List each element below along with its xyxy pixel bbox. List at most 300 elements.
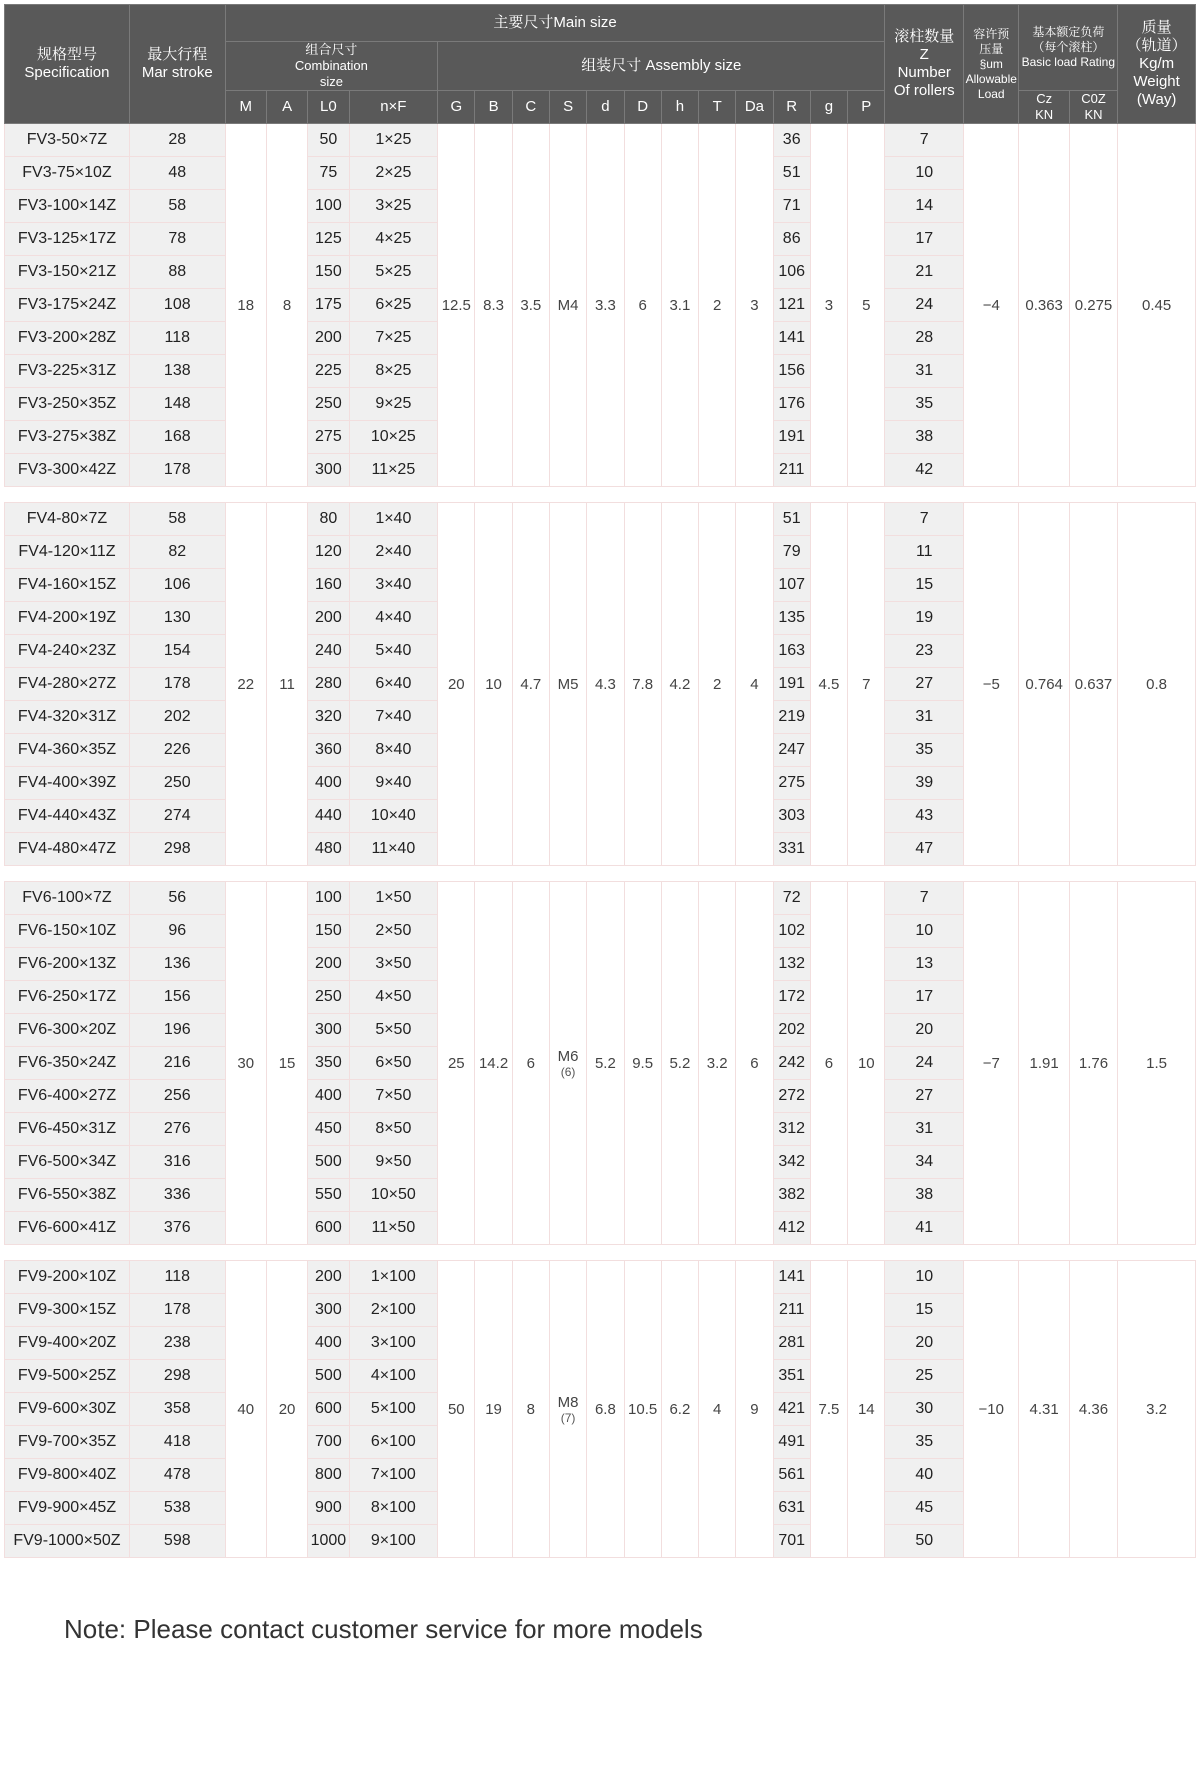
stroke-cell: 178 xyxy=(129,668,225,701)
col-header-assembly-1: B xyxy=(475,91,512,124)
model-cell: FV9-300×15Z xyxy=(5,1294,130,1327)
s-cell xyxy=(549,124,586,487)
h-cell: 6.2 xyxy=(661,1261,698,1558)
t-cell: 2 xyxy=(699,503,736,866)
nxf-cell: 7×25 xyxy=(349,322,438,355)
c0z-cell: 0.637 xyxy=(1069,503,1117,866)
rollers-cell: 35 xyxy=(885,734,964,767)
r-cell: 106 xyxy=(773,256,810,289)
l0-cell: 175 xyxy=(308,289,349,322)
nxf-cell: 4×100 xyxy=(349,1360,438,1393)
l0-cell: 550 xyxy=(308,1179,349,1212)
s-cell xyxy=(549,1261,586,1558)
s-subvalue: (6) xyxy=(560,1064,576,1079)
model-cell: FV6-400×27Z xyxy=(5,1080,130,1113)
l0-cell: 100 xyxy=(308,190,349,223)
model-cell: FV3-50×7Z xyxy=(5,124,130,157)
col-header-load-0 xyxy=(1019,91,1069,124)
model-cell: FV3-125×17Z xyxy=(5,223,130,256)
rollers-cell: 10 xyxy=(885,1261,964,1294)
col-header-assembly-11: P xyxy=(848,91,885,124)
rollers-cell: 47 xyxy=(885,833,964,866)
nxf-cell: 5×40 xyxy=(349,635,438,668)
combination-header-en: Combination xyxy=(294,58,368,73)
a-cell: 15 xyxy=(266,882,307,1245)
b-cell: 8.3 xyxy=(475,124,512,487)
g-cell: 6 xyxy=(810,882,847,1245)
model-cell: FV3-250×35Z xyxy=(5,388,130,421)
spec-table xyxy=(4,4,1196,1558)
rollers-cell: 38 xyxy=(885,1179,964,1212)
s-value: M6 xyxy=(557,1047,579,1065)
basic-load-header xyxy=(1019,5,1118,91)
s-cell xyxy=(549,882,586,1245)
stroke-cell: 96 xyxy=(129,915,225,948)
s-value: M5 xyxy=(557,675,579,693)
c0z-cell: 4.36 xyxy=(1069,1261,1117,1558)
r-cell: 72 xyxy=(773,882,810,915)
stroke-cell: 154 xyxy=(129,635,225,668)
group-separator xyxy=(5,487,1196,503)
model-cell: FV9-400×20Z xyxy=(5,1327,130,1360)
stroke-cell: 202 xyxy=(129,701,225,734)
rollers-cell: 7 xyxy=(885,882,964,915)
model-cell: FV4-240×23Z xyxy=(5,635,130,668)
h-cell: 4.2 xyxy=(661,503,698,866)
nxf-cell: 9×100 xyxy=(349,1525,438,1558)
rollers-cell: 27 xyxy=(885,668,964,701)
stroke-cell: 226 xyxy=(129,734,225,767)
nxf-cell: 1×50 xyxy=(349,882,438,915)
spec-header-cn: 规格型号 xyxy=(36,46,97,63)
nxf-cell: 9×50 xyxy=(349,1146,438,1179)
rollers-cell: 24 xyxy=(885,289,964,322)
rollers-cell: 42 xyxy=(885,454,964,487)
stroke-header-en: Mar stroke xyxy=(141,64,213,81)
rollers-cell: 15 xyxy=(885,569,964,602)
preload-cell: −5 xyxy=(964,503,1019,866)
stroke-cell: 108 xyxy=(129,289,225,322)
model-cell: FV9-600×30Z xyxy=(5,1393,130,1426)
b-cell: 14.2 xyxy=(475,882,512,1245)
da-cell: 6 xyxy=(736,882,773,1245)
preload-header-line3: §um xyxy=(979,56,1003,71)
rollers-cell: 34 xyxy=(885,1146,964,1179)
model-cell: FV4-440×43Z xyxy=(5,800,130,833)
d-cell: 9.5 xyxy=(624,882,661,1245)
nxf-cell: 7×100 xyxy=(349,1459,438,1492)
nxf-cell: 4×40 xyxy=(349,602,438,635)
rollers-cell: 50 xyxy=(885,1525,964,1558)
model-cell: FV3-200×28Z xyxy=(5,322,130,355)
nxf-cell: 11×25 xyxy=(349,454,438,487)
nxf-cell: 10×50 xyxy=(349,1179,438,1212)
stroke-cell: 358 xyxy=(129,1393,225,1426)
combination-header-size: size xyxy=(319,74,343,89)
l0-cell: 450 xyxy=(308,1113,349,1146)
col-header-assembly-9: R xyxy=(773,91,810,124)
l0-cell: 300 xyxy=(308,1294,349,1327)
col-header-load-1-line1: KN xyxy=(1084,107,1103,122)
g-cell: 25 xyxy=(438,882,475,1245)
r-cell: 132 xyxy=(773,948,810,981)
combination-header-cn: 组合尺寸 xyxy=(305,42,358,57)
stroke-cell: 376 xyxy=(129,1212,225,1245)
stroke-cell: 178 xyxy=(129,454,225,487)
weight-cell: 1.5 xyxy=(1118,882,1196,1245)
c0z-cell: 1.76 xyxy=(1069,882,1117,1245)
stroke-cell: 238 xyxy=(129,1327,225,1360)
model-cell: FV4-120×11Z xyxy=(5,536,130,569)
nxf-cell: 11×40 xyxy=(349,833,438,866)
stroke-cell: 82 xyxy=(129,536,225,569)
l0-cell: 200 xyxy=(308,1261,349,1294)
l0-cell: 200 xyxy=(308,602,349,635)
table-body xyxy=(5,124,1196,1558)
col-header-load-1 xyxy=(1069,91,1117,124)
l0-cell: 500 xyxy=(308,1360,349,1393)
rollers-cell: 15 xyxy=(885,1294,964,1327)
col-header-assembly-5: D xyxy=(624,91,661,124)
model-cell: FV4-200×19Z xyxy=(5,602,130,635)
s-subvalue: (7) xyxy=(560,1410,576,1425)
stroke-cell: 58 xyxy=(129,190,225,223)
rollers-cell: 17 xyxy=(885,981,964,1014)
rollers-cell: 27 xyxy=(885,1080,964,1113)
model-cell: FV9-200×10Z xyxy=(5,1261,130,1294)
r-cell: 701 xyxy=(773,1525,810,1558)
spec-header-en: Specification xyxy=(24,64,110,81)
nxf-cell: 1×100 xyxy=(349,1261,438,1294)
preload-header-line1: 容许预 xyxy=(973,26,1010,41)
nxf-cell: 2×40 xyxy=(349,536,438,569)
r-cell: 275 xyxy=(773,767,810,800)
d-cell: 5.2 xyxy=(587,882,624,1245)
rollers-header xyxy=(885,5,964,124)
model-cell: FV6-550×38Z xyxy=(5,1179,130,1212)
col-header-assembly-8: Da xyxy=(736,91,773,124)
col-header-load-0-line0: Cz xyxy=(1036,91,1053,106)
d-cell: 6 xyxy=(624,124,661,487)
rollers-cell: 11 xyxy=(885,536,964,569)
rollers-cell: 39 xyxy=(885,767,964,800)
nxf-cell: 8×100 xyxy=(349,1492,438,1525)
r-cell: 351 xyxy=(773,1360,810,1393)
r-cell: 102 xyxy=(773,915,810,948)
model-cell: FV6-100×7Z xyxy=(5,882,130,915)
model-cell: FV3-225×31Z xyxy=(5,355,130,388)
g-cell: 20 xyxy=(438,503,475,866)
rollers-cell: 31 xyxy=(885,1113,964,1146)
s-value: M8 xyxy=(557,1393,579,1411)
col-header-load-0-line1: KN xyxy=(1035,107,1054,122)
nxf-cell: 1×40 xyxy=(349,503,438,536)
model-cell: FV4-360×35Z xyxy=(5,734,130,767)
basic-load-header-cn: 基本额定负荷 xyxy=(1032,25,1105,39)
model-cell: FV9-900×45Z xyxy=(5,1492,130,1525)
r-cell: 421 xyxy=(773,1393,810,1426)
rollers-cell: 20 xyxy=(885,1014,964,1047)
l0-cell: 900 xyxy=(308,1492,349,1525)
r-cell: 172 xyxy=(773,981,810,1014)
l0-cell: 320 xyxy=(308,701,349,734)
l0-cell: 280 xyxy=(308,668,349,701)
stroke-cell: 478 xyxy=(129,1459,225,1492)
stroke-cell: 316 xyxy=(129,1146,225,1179)
d-cell: 10.5 xyxy=(624,1261,661,1558)
stroke-cell: 250 xyxy=(129,767,225,800)
l0-cell: 1000 xyxy=(308,1525,349,1558)
l0-cell: 400 xyxy=(308,767,349,800)
stroke-cell: 168 xyxy=(129,421,225,454)
rollers-cell: 14 xyxy=(885,190,964,223)
l0-cell: 80 xyxy=(308,503,349,536)
rollers-cell: 17 xyxy=(885,223,964,256)
rollers-cell: 25 xyxy=(885,1360,964,1393)
a-cell: 20 xyxy=(266,1261,307,1558)
col-header-combo-2: L0 xyxy=(308,91,349,124)
weight-cell: 0.45 xyxy=(1118,124,1196,487)
model-cell: FV4-80×7Z xyxy=(5,503,130,536)
rollers-cell: 38 xyxy=(885,421,964,454)
l0-cell: 240 xyxy=(308,635,349,668)
model-cell: FV6-150×10Z xyxy=(5,915,130,948)
stroke-cell: 298 xyxy=(129,833,225,866)
r-cell: 135 xyxy=(773,602,810,635)
cz-cell: 0.764 xyxy=(1019,503,1069,866)
model-cell: FV9-800×40Z xyxy=(5,1459,130,1492)
g-cell: 4.5 xyxy=(810,503,847,866)
rollers-cell: 30 xyxy=(885,1393,964,1426)
model-cell: FV9-700×35Z xyxy=(5,1426,130,1459)
da-cell: 4 xyxy=(736,503,773,866)
d-cell: 7.8 xyxy=(624,503,661,866)
group-separator-cell xyxy=(5,1245,1196,1261)
model-cell: FV4-280×27Z xyxy=(5,668,130,701)
nxf-cell: 6×40 xyxy=(349,668,438,701)
preload-cell: −10 xyxy=(964,1261,1019,1558)
model-cell: FV4-320×31Z xyxy=(5,701,130,734)
g-cell: 50 xyxy=(438,1261,475,1558)
l0-cell: 160 xyxy=(308,569,349,602)
l0-cell: 300 xyxy=(308,454,349,487)
model-cell: FV6-450×31Z xyxy=(5,1113,130,1146)
h-cell: 3.1 xyxy=(661,124,698,487)
stroke-cell: 418 xyxy=(129,1426,225,1459)
l0-cell: 100 xyxy=(308,882,349,915)
r-cell: 141 xyxy=(773,1261,810,1294)
rollers-cell: 7 xyxy=(885,503,964,536)
l0-cell: 700 xyxy=(308,1426,349,1459)
table-row xyxy=(5,1261,1196,1294)
col-header-assembly-0: G xyxy=(438,91,475,124)
col-header-combo-0: M xyxy=(225,91,266,124)
rollers-header-z: Z xyxy=(919,46,929,63)
col-header-combo-1: A xyxy=(266,91,307,124)
r-cell: 281 xyxy=(773,1327,810,1360)
nxf-cell: 6×25 xyxy=(349,289,438,322)
table-row xyxy=(5,503,1196,536)
nxf-cell: 9×40 xyxy=(349,767,438,800)
r-cell: 631 xyxy=(773,1492,810,1525)
r-cell: 561 xyxy=(773,1459,810,1492)
da-cell: 9 xyxy=(736,1261,773,1558)
nxf-cell: 8×40 xyxy=(349,734,438,767)
nxf-cell: 3×50 xyxy=(349,948,438,981)
r-cell: 121 xyxy=(773,289,810,322)
stroke-cell: 118 xyxy=(129,1261,225,1294)
c0z-cell: 0.275 xyxy=(1069,124,1117,487)
group-separator-cell xyxy=(5,487,1196,503)
rollers-cell: 43 xyxy=(885,800,964,833)
r-cell: 107 xyxy=(773,569,810,602)
basic-load-header-en: Basic load Rating xyxy=(1021,55,1116,69)
model-cell: FV3-150×21Z xyxy=(5,256,130,289)
d-cell: 6.8 xyxy=(587,1261,624,1558)
group-separator-cell xyxy=(5,866,1196,882)
l0-cell: 150 xyxy=(308,915,349,948)
l0-cell: 480 xyxy=(308,833,349,866)
p-cell: 14 xyxy=(848,1261,885,1558)
rollers-cell: 10 xyxy=(885,157,964,190)
weight-header-unit: Kg/m xyxy=(1139,55,1175,72)
r-cell: 156 xyxy=(773,355,810,388)
rollers-cell: 7 xyxy=(885,124,964,157)
stroke-cell: 298 xyxy=(129,1360,225,1393)
stroke-cell: 156 xyxy=(129,981,225,1014)
model-cell: FV6-600×41Z xyxy=(5,1212,130,1245)
da-cell: 3 xyxy=(736,124,773,487)
r-cell: 242 xyxy=(773,1047,810,1080)
stroke-cell: 28 xyxy=(129,124,225,157)
r-cell: 191 xyxy=(773,421,810,454)
nxf-cell: 9×25 xyxy=(349,388,438,421)
stroke-cell: 274 xyxy=(129,800,225,833)
model-cell: FV3-175×24Z xyxy=(5,289,130,322)
model-cell: FV4-400×39Z xyxy=(5,767,130,800)
col-header-combo-3: n×F xyxy=(349,91,438,124)
table-row xyxy=(5,882,1196,915)
stroke-cell: 216 xyxy=(129,1047,225,1080)
group-separator xyxy=(5,866,1196,882)
h-cell: 5.2 xyxy=(661,882,698,1245)
group-separator xyxy=(5,1245,1196,1261)
stroke-cell: 336 xyxy=(129,1179,225,1212)
l0-cell: 200 xyxy=(308,322,349,355)
a-cell: 8 xyxy=(266,124,307,487)
nxf-cell: 11×50 xyxy=(349,1212,438,1245)
stroke-cell: 276 xyxy=(129,1113,225,1146)
r-cell: 51 xyxy=(773,503,810,536)
stroke-cell: 148 xyxy=(129,388,225,421)
nxf-cell: 2×50 xyxy=(349,915,438,948)
nxf-cell: 5×25 xyxy=(349,256,438,289)
r-cell: 211 xyxy=(773,454,810,487)
model-cell: FV3-300×42Z xyxy=(5,454,130,487)
b-cell: 10 xyxy=(475,503,512,866)
weight-cell: 0.8 xyxy=(1118,503,1196,866)
l0-cell: 300 xyxy=(308,1014,349,1047)
weight-header-cn: 质量 xyxy=(1141,19,1172,36)
cz-cell: 4.31 xyxy=(1019,1261,1069,1558)
s-value: M4 xyxy=(557,296,579,314)
model-cell: FV6-200×13Z xyxy=(5,948,130,981)
rollers-cell: 13 xyxy=(885,948,964,981)
l0-cell: 225 xyxy=(308,355,349,388)
c-cell: 3.5 xyxy=(512,124,549,487)
c-cell: 8 xyxy=(512,1261,549,1558)
a-cell: 11 xyxy=(266,503,307,866)
col-header-assembly-2: C xyxy=(512,91,549,124)
cz-cell: 1.91 xyxy=(1019,882,1069,1245)
r-cell: 303 xyxy=(773,800,810,833)
rollers-header-number: Number xyxy=(897,64,951,81)
m-cell: 30 xyxy=(225,882,266,1245)
rollers-header-of-rollers: Of rollers xyxy=(893,82,955,99)
model-cell: FV3-100×14Z xyxy=(5,190,130,223)
table-header xyxy=(5,5,1196,124)
stroke-cell: 256 xyxy=(129,1080,225,1113)
nxf-cell: 10×40 xyxy=(349,800,438,833)
r-cell: 247 xyxy=(773,734,810,767)
l0-cell: 600 xyxy=(308,1393,349,1426)
d-cell: 3.3 xyxy=(587,124,624,487)
cz-cell: 0.363 xyxy=(1019,124,1069,487)
l0-cell: 50 xyxy=(308,124,349,157)
l0-cell: 275 xyxy=(308,421,349,454)
l0-cell: 800 xyxy=(308,1459,349,1492)
nxf-cell: 5×50 xyxy=(349,1014,438,1047)
rollers-cell: 23 xyxy=(885,635,964,668)
r-cell: 36 xyxy=(773,124,810,157)
nxf-cell: 3×100 xyxy=(349,1327,438,1360)
r-cell: 163 xyxy=(773,635,810,668)
r-cell: 51 xyxy=(773,157,810,190)
stroke-cell: 138 xyxy=(129,355,225,388)
l0-cell: 600 xyxy=(308,1212,349,1245)
l0-cell: 120 xyxy=(308,536,349,569)
model-cell: FV6-300×20Z xyxy=(5,1014,130,1047)
r-cell: 202 xyxy=(773,1014,810,1047)
r-cell: 342 xyxy=(773,1146,810,1179)
l0-cell: 440 xyxy=(308,800,349,833)
stroke-cell: 538 xyxy=(129,1492,225,1525)
preload-header-line4: Allowable xyxy=(965,71,1017,86)
l0-cell: 500 xyxy=(308,1146,349,1179)
stroke-cell: 178 xyxy=(129,1294,225,1327)
model-cell: FV3-75×10Z xyxy=(5,157,130,190)
model-cell: FV4-480×47Z xyxy=(5,833,130,866)
rollers-cell: 40 xyxy=(885,1459,964,1492)
rollers-cell: 35 xyxy=(885,388,964,421)
model-cell: FV4-160×15Z xyxy=(5,569,130,602)
l0-cell: 75 xyxy=(308,157,349,190)
nxf-cell: 3×40 xyxy=(349,569,438,602)
preload-cell: −4 xyxy=(964,124,1019,487)
m-cell: 18 xyxy=(225,124,266,487)
nxf-cell: 4×50 xyxy=(349,981,438,1014)
g-cell: 12.5 xyxy=(438,124,475,487)
r-cell: 312 xyxy=(773,1113,810,1146)
g-cell: 3 xyxy=(810,124,847,487)
col-header-assembly-10: g xyxy=(810,91,847,124)
r-cell: 382 xyxy=(773,1179,810,1212)
nxf-cell: 8×50 xyxy=(349,1113,438,1146)
l0-cell: 125 xyxy=(308,223,349,256)
c-cell: 6 xyxy=(512,882,549,1245)
model-cell: FV9-500×25Z xyxy=(5,1360,130,1393)
t-cell: 2 xyxy=(699,124,736,487)
